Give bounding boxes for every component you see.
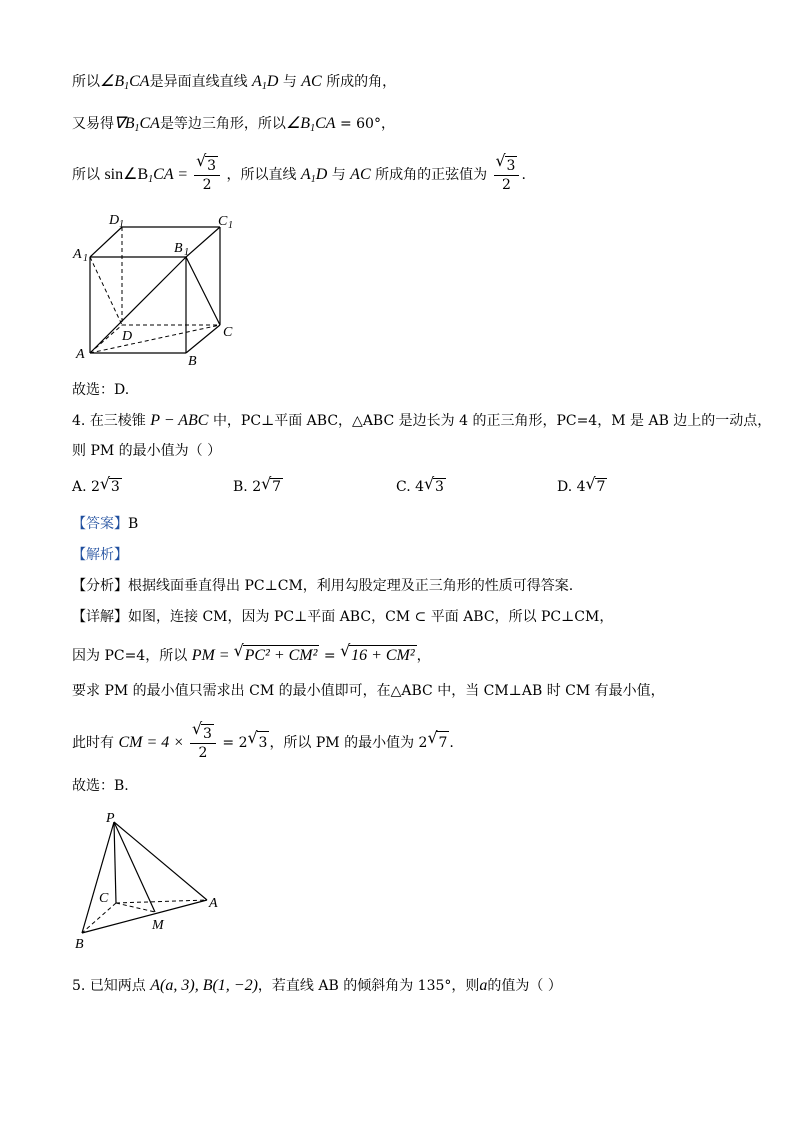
text: 此时有 [72, 735, 114, 751]
fraction: √ 3 2 [194, 156, 220, 194]
math: = 2 [217, 735, 248, 751]
fenxi-line [72, 576, 573, 596]
math: A [252, 73, 262, 90]
math: A(a, 3), B(1, −2) [150, 977, 258, 994]
fenxi-tag: 【分析】 [72, 578, 128, 594]
label-C1-sub: 1 [228, 220, 233, 231]
answer-select-2: 故选：B. [72, 778, 129, 794]
radicand: 3 [207, 158, 217, 174]
label-D1: D [109, 213, 120, 228]
math: ∇B [114, 115, 135, 132]
question-number: 5. [72, 978, 86, 994]
math: CA [139, 115, 160, 132]
label-M: M [152, 918, 164, 933]
text: 与 [282, 74, 297, 90]
radicand: 3 [203, 726, 212, 742]
denominator: 2 [502, 177, 511, 193]
text: ，所以 PM 的最小值为 2 [269, 735, 428, 751]
fraction: √ 3 2 [494, 156, 520, 194]
question-4-line-2: 则 PM 的最小值为（ ） [72, 443, 222, 459]
answer-tag: 【答案】 [72, 516, 128, 532]
math: CA [315, 115, 336, 132]
label-B1: B [174, 241, 183, 256]
denominator: 2 [202, 177, 212, 193]
label-C: C [223, 325, 233, 340]
text: . [449, 735, 454, 751]
text: 因为 PC=4，所以 [72, 648, 188, 664]
choice-c: C. 4 √ 3 [396, 474, 444, 495]
text: 所成的角， [326, 74, 397, 90]
text: ， [416, 648, 431, 664]
xiangjie-line [72, 607, 613, 627]
tetrahedron-figure [70, 808, 230, 956]
math-sub: 1 [310, 174, 316, 185]
math: CA = [153, 166, 193, 183]
radicand: 3 [110, 479, 120, 495]
solution-line-3 [72, 151, 526, 194]
radicand: 16 + CM² [351, 647, 415, 664]
math: D [315, 166, 328, 183]
label-D: D [122, 329, 133, 344]
text: . [521, 167, 526, 183]
math-sub: 1 [261, 81, 267, 92]
radicand: PC² + CM² [244, 647, 318, 664]
math-sub: 1 [124, 81, 130, 92]
text: 在三棱锥 [89, 413, 146, 429]
math: AC [301, 73, 322, 90]
fraction: √ 3 2 [190, 724, 216, 762]
text: 所以 [72, 74, 100, 90]
denominator: 2 [198, 745, 208, 761]
text: 与 [331, 167, 346, 183]
answer-line [72, 514, 138, 534]
text: 所以 [72, 167, 100, 183]
text: 又易得 [72, 116, 114, 132]
question-number: 4. [72, 413, 86, 429]
math-sub: 1 [134, 123, 140, 134]
text: ，若直线 AB 的倾斜角为 135°，则 [257, 978, 480, 994]
text: 的值为（ ） [487, 978, 562, 994]
text: 根据线面垂直得出 PC⊥CM，利用勾股定理及正三角形的性质可得答案. [128, 578, 574, 594]
math: D [266, 73, 279, 90]
radicand: 3 [257, 731, 270, 754]
math: = [319, 648, 341, 664]
choice-label: C. 4 [396, 479, 425, 495]
answer-select-1: 故选：D. [72, 382, 130, 398]
label-P: P [106, 811, 115, 826]
text: 如图，连接 CM，因为 PC⊥平面 ABC，CM ⊂ 平面 ABC，所以 PC⊥CM， [128, 609, 614, 625]
choice-label: B. 2 [233, 479, 262, 495]
choice-a: A. 2 √ 3 [72, 474, 120, 495]
math: sin∠B [104, 166, 149, 183]
analysis-tag: 【解析】 [72, 547, 128, 563]
math: a [479, 977, 488, 994]
xiangjie-tag: 【详解】 [72, 609, 128, 625]
answer-value: B [128, 516, 139, 532]
radicand: 3 [506, 158, 516, 174]
radicand: 7 [596, 479, 606, 495]
text: 是等边三角形，所以 [159, 116, 286, 132]
solution-line-1 [72, 72, 396, 97]
radicand: 7 [436, 731, 449, 754]
label-C1: C [218, 214, 228, 229]
choice-b: B. 2 √ 7 [233, 474, 282, 495]
choice-label: D. 4 [557, 479, 586, 495]
text: 是异面直线直线 [149, 74, 248, 90]
question-4-line-1 [72, 411, 771, 431]
label-C: C [99, 891, 109, 906]
math: = 60° [335, 116, 381, 132]
math: PM = [191, 647, 234, 664]
math-sub: 1 [310, 123, 316, 134]
label-A1: A [73, 247, 82, 262]
math: AC [350, 166, 371, 183]
math: ∠B [285, 115, 311, 132]
label-A1-sub: 1 [83, 253, 88, 264]
radicand: 7 [272, 479, 282, 495]
math: P − ABC [150, 412, 209, 429]
solution-line-2 [72, 114, 395, 139]
question-5-line [72, 976, 562, 996]
label-B: B [75, 937, 84, 952]
cm-formula-line: 此时有 CM = 4 × √ 3 2 = 2 √ 3 ，所以 PM 的最小值为 2 √ 7 . [72, 719, 454, 761]
label-B1-sub: 1 [184, 247, 189, 258]
text: 已知两点 [89, 978, 146, 994]
math: CM = 4 × [118, 734, 189, 751]
label-D1-sub: 1 [119, 219, 124, 230]
choice-d: D. 4 √ 7 [557, 474, 606, 495]
radicand: 3 [435, 479, 444, 495]
choice-label: A. 2 [72, 479, 100, 495]
math: A [300, 166, 311, 183]
text: ，所以直线 [226, 167, 297, 183]
math: CA [129, 73, 150, 90]
text: 中，PC⊥平面 ABC，△ABC 是边长为 4 的正三角形，PC=4，M 是 AB 边上的一动点， [212, 413, 772, 429]
pm-formula-line: 因为 PC=4，所以 PM = √ PC² + CM² = √ 16 + CM² ， [72, 641, 431, 664]
text: 所成角的正弦值为 [375, 167, 488, 183]
text: ， [380, 116, 395, 132]
math: ∠B [100, 73, 125, 90]
math-sub: 1 [148, 174, 154, 185]
label-A: A [76, 347, 85, 362]
min-line: 要求 PM 的最小值只需求出 CM 的最小值即可，在△ABC 中，当 CM⊥AB 时 CM 有最小值， [72, 683, 665, 699]
cube-figure [72, 210, 242, 370]
label-A: A [209, 896, 218, 911]
label-B: B [188, 354, 197, 369]
